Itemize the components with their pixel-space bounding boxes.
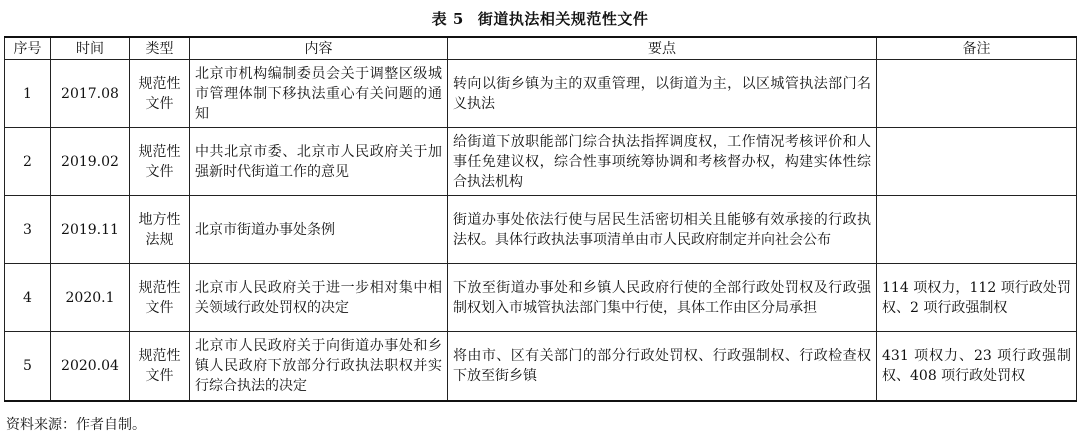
cell-type: 规范性文件 (130, 332, 190, 402)
cell-type: 规范性文件 (130, 60, 190, 128)
cell-no: 3 (5, 196, 51, 264)
header-row (5, 37, 1077, 60)
cell-type: 地方性法规 (130, 196, 190, 264)
cell-content: 北京市街道办事处条例 (190, 196, 448, 264)
table-title: 街道执法相关规范性文件 (477, 10, 649, 28)
cell-note: 114 项权力，112 项行政处罚权、2 项行政强制权 (877, 264, 1077, 332)
table-row (5, 196, 1077, 264)
cell-no: 2 (5, 128, 51, 196)
cell-no: 1 (5, 60, 51, 128)
cell-points: 街道办事处依法行使与居民生活密切相关且能够有效承接的行政执法权。具体行政执法事项清单由市人民政府制定并向社会公布 (448, 196, 877, 264)
header-points: 要点 (448, 37, 877, 60)
header-time: 时间 (51, 37, 130, 60)
cell-time: 2020.1 (51, 264, 130, 332)
cell-points: 将由市、区有关部门的部分行政处罚权、行政强制权、行政检查权下放至街乡镇 (448, 332, 877, 402)
cell-note (877, 196, 1077, 264)
cell-note (877, 128, 1077, 196)
cell-no: 5 (5, 332, 51, 402)
table-row (5, 60, 1077, 128)
table-row (5, 332, 1077, 402)
header-content: 内容 (190, 37, 448, 60)
cell-points: 给街道下放职能部门综合执法指挥调度权，工作情况考核评价和人事任免建议权，综合性事项统筹协调和考核督办权，构建实体性综合执法机构 (448, 128, 877, 196)
cell-time: 2019.11 (51, 196, 130, 264)
cell-type: 规范性文件 (130, 128, 190, 196)
regulations-table (4, 36, 1077, 402)
cell-time: 2019.02 (51, 128, 130, 196)
cell-note (877, 60, 1077, 128)
cell-time: 2017.08 (51, 60, 130, 128)
cell-content: 中共北京市委、北京市人民政府关于加强新时代街道工作的意见 (190, 128, 448, 196)
table-row (5, 128, 1077, 196)
cell-content: 北京市机构编制委员会关于调整区级城市管理体制下移执法重心有关问题的通知 (190, 60, 448, 128)
cell-points: 下放至街道办事处和乡镇人民政府行使的全部行政处罚权及行政强制权划入市城管执法部门集中行使，具体工作由区分局承担 (448, 264, 877, 332)
cell-type: 规范性文件 (130, 264, 190, 332)
cell-no: 4 (5, 264, 51, 332)
cell-note: 431 项权力、23 项行政强制权、408 项行政处罚权 (877, 332, 1077, 402)
table-caption (0, 6, 1080, 32)
cell-content: 北京市人民政府关于进一步相对集中相关领域行政处罚权的决定 (190, 264, 448, 332)
header-no: 序号 (5, 37, 51, 60)
cell-time: 2020.04 (51, 332, 130, 402)
cell-points: 转向以街乡镇为主的双重管理，以街道为主，以区城管执法部门名义执法 (448, 60, 877, 128)
cell-content: 北京市人民政府关于向街道办事处和乡镇人民政府下放部分行政执法职权并实行综合执法的决定 (190, 332, 448, 402)
table-number: 表 5 (431, 10, 464, 28)
header-note: 备注 (877, 37, 1077, 60)
source-note: 资料来源：作者自制。 (6, 417, 146, 433)
table-row (5, 264, 1077, 332)
header-type: 类型 (130, 37, 190, 60)
